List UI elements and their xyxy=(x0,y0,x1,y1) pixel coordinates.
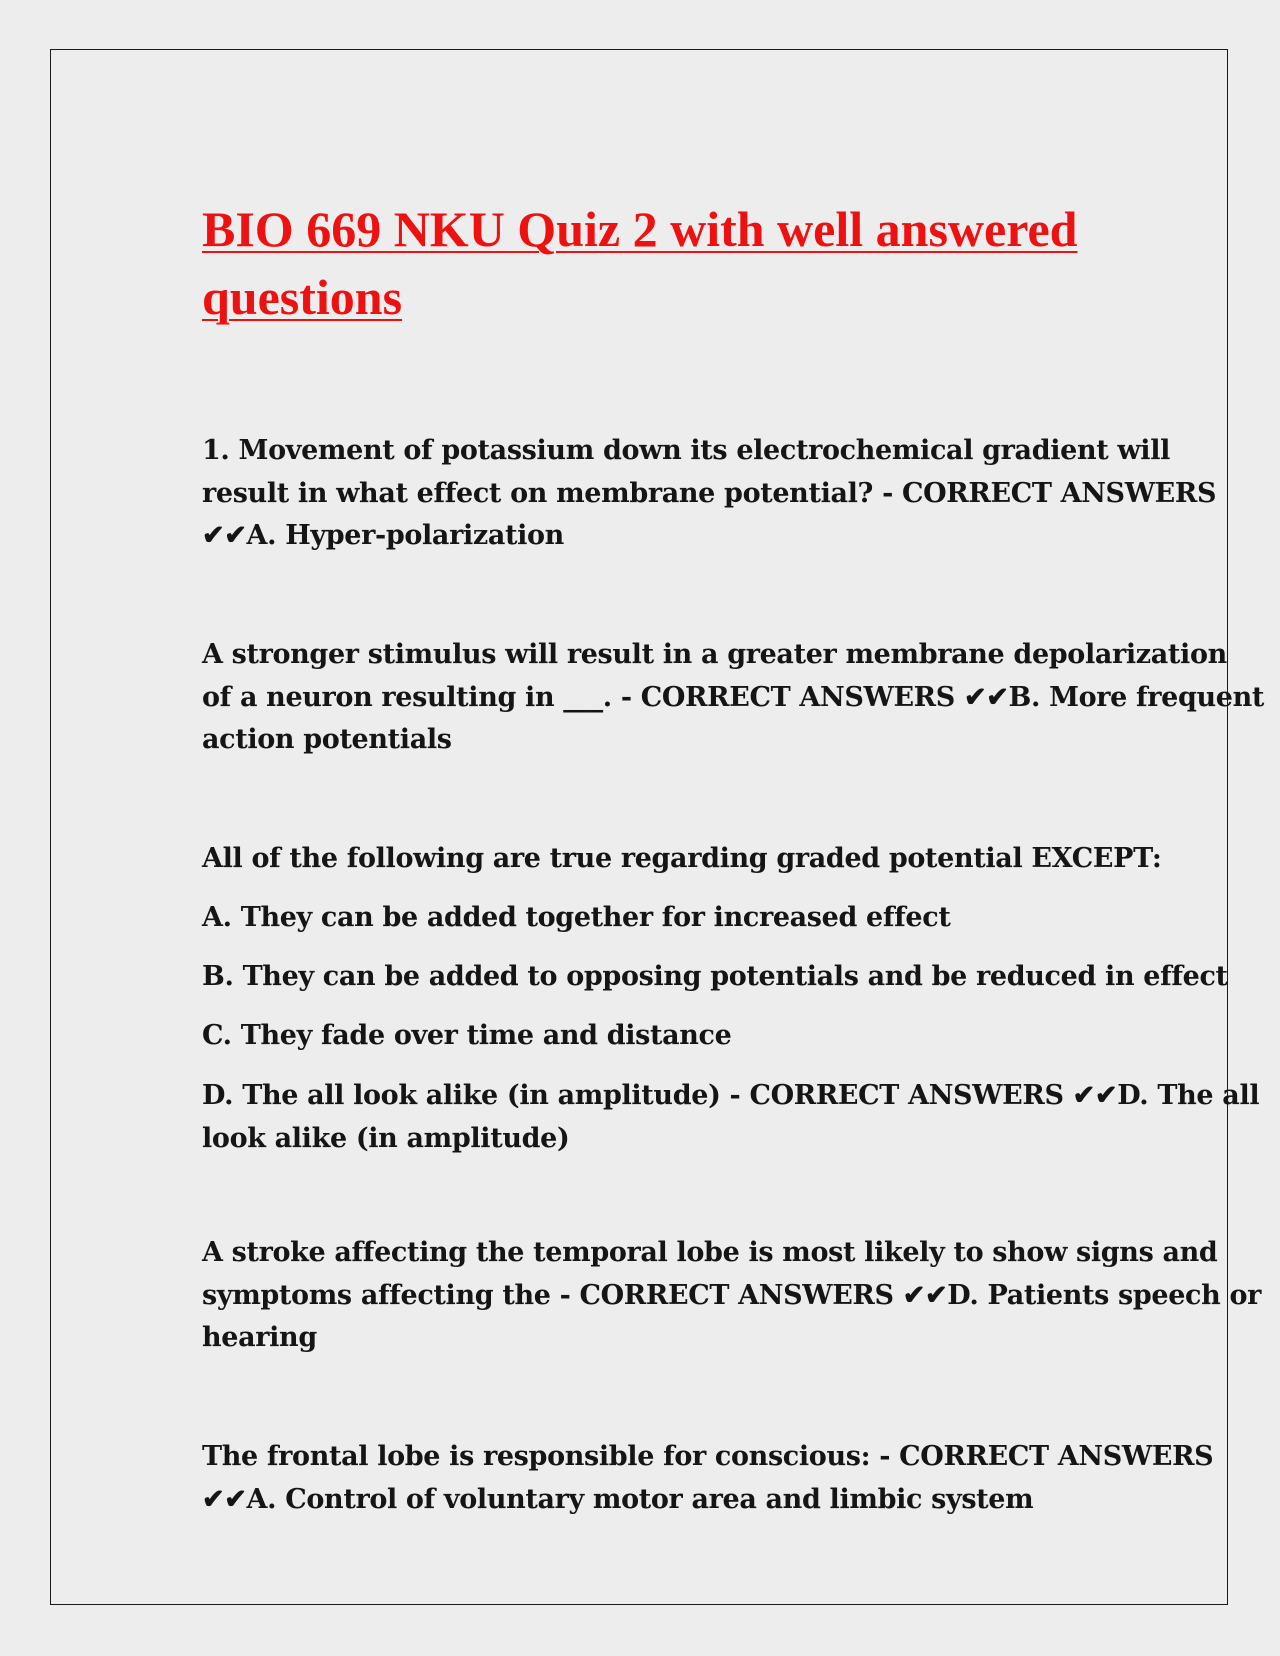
option-line: D. The all look alike (in amplitude) - CORRECT ANSWERS ✔✔D. The all xyxy=(202,1080,1260,1111)
question-2 xyxy=(202,634,1265,762)
answer-line: action potentials xyxy=(202,724,452,755)
option-b xyxy=(202,956,1228,999)
question-line: result in what effect on membrane potential? - CORRECT ANSWERS xyxy=(202,477,1217,509)
option-a xyxy=(202,897,1182,940)
question-line: A stronger stimulus will result in a greater membrane depolarization xyxy=(202,639,1227,670)
option-c xyxy=(202,1015,1182,1058)
answer-line: ✔✔A. Hyper-polarization xyxy=(202,520,564,551)
answer-line: look alike (in amplitude) xyxy=(202,1122,570,1154)
document-page xyxy=(50,49,1265,1605)
question-line: of a neuron resulting in ___. - CORRECT ANSWERS ✔✔B. More frequent xyxy=(202,681,1265,713)
question-4 xyxy=(202,1232,1261,1360)
option-line: B. They can be added to opposing potentials and be reduced in effect xyxy=(202,961,1228,992)
question-3-stem xyxy=(202,838,1182,881)
question-line: 1. Movement of potassium down its electrochemical gradient will xyxy=(202,435,1171,466)
answer-line: hearing xyxy=(202,1322,317,1353)
question-line: A stroke affecting the temporal lobe is most likely to show signs and xyxy=(202,1237,1218,1268)
question-line: All of the following are true regarding graded potential EXCEPT: xyxy=(202,843,1162,874)
question-line: The frontal lobe is responsible for conscious: - CORRECT ANSWERS xyxy=(202,1441,1214,1472)
document-title: BIO 669 NKU Quiz 2 with well answered questions xyxy=(202,201,1078,325)
question-line: symptoms affecting the - CORRECT ANSWERS ✔✔D. Patients speech or xyxy=(202,1279,1261,1311)
option-line: A. They can be added together for increased effect xyxy=(202,902,951,933)
option-line: C. They fade over time and distance xyxy=(202,1020,732,1051)
option-d xyxy=(202,1075,1260,1160)
question-1 xyxy=(202,430,1217,558)
question-5 xyxy=(202,1436,1214,1521)
answer-line: ✔✔A. Control of voluntary motor area and limbic system xyxy=(202,1483,1034,1515)
